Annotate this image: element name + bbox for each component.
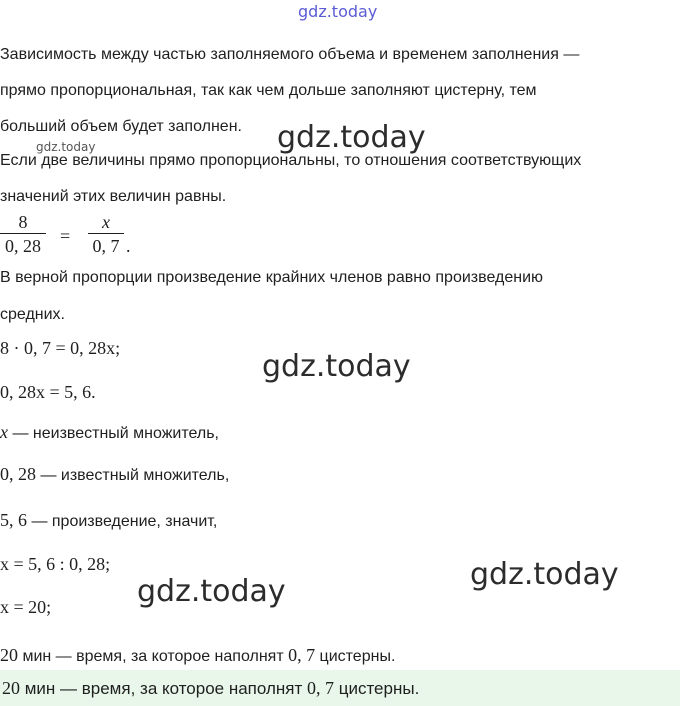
label-unknown-factor: — неизвестный множитель, bbox=[8, 425, 219, 442]
answer-box bbox=[0, 670, 680, 706]
answer-text: мин — время, за которое наполнят bbox=[18, 648, 289, 665]
math-0-28: 0, 28 bbox=[0, 464, 36, 484]
answer-box-text: мин — время, за которое наполнят bbox=[20, 679, 307, 698]
label-product: — произведение, значит, bbox=[27, 513, 218, 530]
line-known-factor bbox=[0, 464, 229, 486]
answer-fraction: 0, 7 bbox=[288, 645, 316, 665]
watermark-top: gdz.today bbox=[298, 2, 378, 21]
fraction-right bbox=[88, 212, 124, 256]
paragraph-line-4: Если две величины прямо пропорциональны, то отношения соответствующих bbox=[0, 152, 582, 169]
answer-line bbox=[0, 645, 395, 667]
paragraph-line-6: В верной пропорции произведение крайних членов равно произведению bbox=[0, 269, 543, 286]
label-known-factor: — известный множитель, bbox=[36, 467, 230, 484]
fraction-right-denominator: 0, 7 bbox=[92, 236, 120, 256]
equation-1: 8 · 0, 7 = 0, 28x; bbox=[0, 338, 121, 358]
paragraph-line-2: прямо пропорциональная, так как чем дольше заполняют цистерну, тем bbox=[0, 82, 537, 99]
paragraph-line-5: значений этих величин равны. bbox=[0, 188, 227, 205]
watermark-1: gdz.today bbox=[277, 120, 426, 155]
fraction-left bbox=[0, 212, 46, 256]
line-product bbox=[0, 510, 217, 532]
paragraph-line-1: Зависимость между частью заполняемого объема и временем заполнения — bbox=[0, 46, 580, 63]
fraction-left-numerator: 8 bbox=[18, 212, 28, 232]
proportion-period: . bbox=[126, 236, 131, 256]
fraction-left-denominator: 0, 28 bbox=[5, 236, 41, 256]
line-unknown-factor bbox=[0, 422, 219, 444]
watermark-small: gdz.today bbox=[36, 140, 96, 154]
equation-2: 0, 28x = 5, 6. bbox=[0, 382, 96, 402]
answer-box-fraction: 0, 7 bbox=[307, 678, 334, 698]
answer-box-line bbox=[2, 678, 419, 699]
fraction-right-bar bbox=[88, 233, 124, 234]
paragraph-line-7: средних. bbox=[0, 306, 65, 323]
equation-4: x = 20; bbox=[0, 597, 52, 617]
answer-box-value: 20 bbox=[2, 678, 20, 698]
proportion-equals: = bbox=[60, 226, 71, 246]
math-x: x bbox=[0, 422, 8, 442]
answer-suffix: цистерны. bbox=[315, 648, 396, 665]
math-5-6: 5, 6 bbox=[0, 510, 27, 530]
watermark-3: gdz.today bbox=[137, 574, 286, 609]
answer-value: 20 bbox=[0, 645, 18, 665]
watermark-4: gdz.today bbox=[470, 557, 619, 592]
equation-3: x = 5, 6 : 0, 28; bbox=[0, 554, 111, 574]
answer-box-suffix: цистерны. bbox=[334, 679, 420, 698]
fraction-right-numerator: x bbox=[102, 212, 110, 232]
fraction-left-bar bbox=[0, 233, 46, 234]
paragraph-line-3: больший объем будет заполнен. bbox=[0, 118, 242, 135]
watermark-2: gdz.today bbox=[262, 349, 411, 384]
